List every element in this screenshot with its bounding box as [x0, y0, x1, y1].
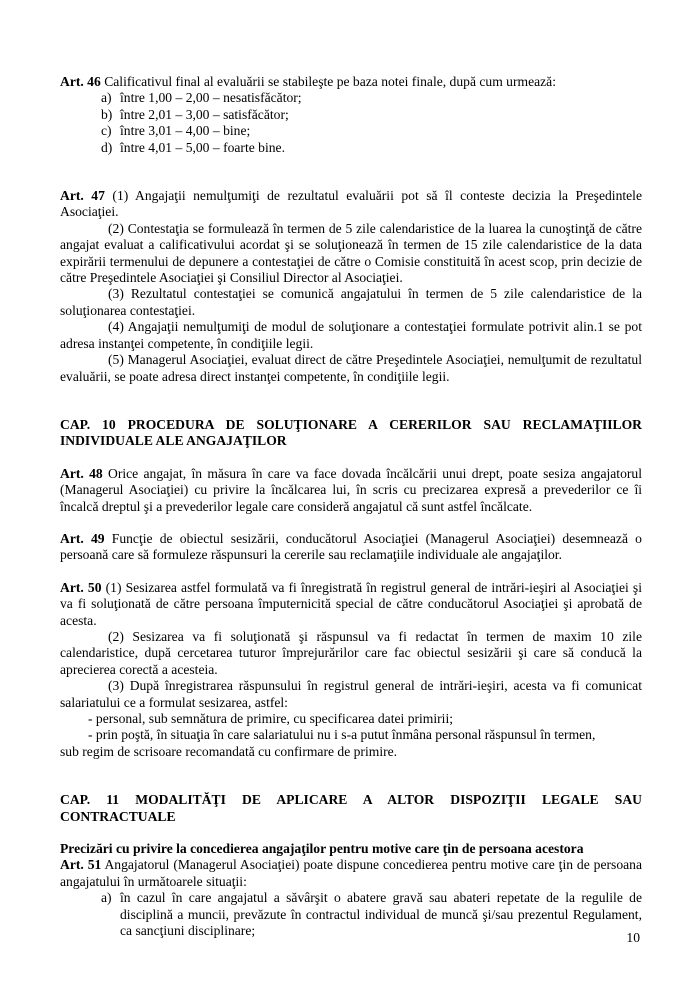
dash-item: - prin poştă, în situaţia în care salariatului nu i s-a putut înmâna personal răspunsul în termen,: [88, 727, 596, 743]
paragraph: (2) Sesizarea va fi soluţionată şi răspunsul va fi redactat în termen de maxim 10 zile calendaristice, după cercetarea tuturor împrejurărilor care fac obiectul sesizării şi care să conducă la aprecierea corectă a acesteia.: [60, 628, 642, 677]
list-item: b) între 2,01 – 3,00 – satisfăcător;: [101, 106, 289, 122]
list-item: a) între 1,00 – 2,00 – nesatisfăcător;: [101, 90, 302, 106]
article-49: Art. 49 Funcţie de obiectul sesizării, conducătorul Asociaţiei (Managerul Asociaţiei) desemnează o persoană care să formuleze răspunsuri la cererile sau reclamaţiile individuale ale angajaţilor.: [60, 530, 642, 563]
list-item: a) în cazul în care angajatul a săvârşit o abatere gravă sau abateri repetate de la regulile de disciplină a muncii, prevăzute în contractul individual de muncă şi/sau prezentul Regulament, ca sancţiuni disciplinare;: [101, 890, 642, 939]
article-label: Art. 50: [60, 579, 102, 595]
paragraph: (2) Contestaţia se formulează în termen de 5 zile calendaristice de la luarea la cunoştinţă de către angajat evaluat a calificativului acordat şi se soluţionează în termen de 15 zile calendaristice de la data expirării termenului de depunere a contestaţiei de către o Comisie constituită în acest scop, prin decizie de către Preşedintele Asociaţiei şi Consiliul Director al Asociaţiei.: [60, 220, 642, 286]
chapter-10-heading: CAP. 10 PROCEDURA DE SOLUŢIONARE A CERERILOR SAU RECLAMAŢIILOR INDIVIDUALE ALE ANGAJAŢILOR: [60, 416, 642, 449]
article-label: Art. 48: [60, 465, 103, 481]
article-46: [60, 74, 642, 90]
page-content: [60, 74, 642, 939]
paragraph: (3) După înregistrarea răspunsului în registrul general de intrări-ieşiri, acesta va fi comunicat salariatului ce a formulat sesizarea, astfel:: [60, 678, 642, 710]
article-label: Art. 46: [60, 74, 101, 89]
article-label: Art. 51: [60, 857, 102, 873]
page-number: 10: [626, 930, 640, 945]
article-48: Art. 48 Orice angajat, în măsura în care va face dovada încălcării unui drept, poate sesiza angajatorul (Managerul Asociaţiei) cu privire la încălcarea lui, în scris cu precizarea expresă a prevederilor ce îi încalcă dreptul şi a prevederilor legale care consideră angajatul că sunt astfel încălcate.: [60, 465, 642, 514]
paragraph: (4) Angajaţii nemulţumiţi de modul de soluţionare a contestaţiei formulate potrivit alin.1 se pot adresa instanţei competente, în condiţiile legii.: [60, 319, 642, 351]
list-item: d) între 4,01 – 5,00 – foarte bine.: [101, 139, 285, 155]
chapter-11-heading: CAP. 11 MODALITĂŢI DE APLICARE A ALTOR DISPOZIŢII LEGALE SAU CONTRACTUALE: [60, 792, 642, 824]
article-47: Art. 47 (1) Angajaţii nemulţumiţi de rezultatul evaluării pot să îl conteste decizia la Preşedintele Asociaţiei.: [60, 188, 642, 220]
paragraph: (5) Managerul Asociaţiei, evaluat direct de către Preşedintele Asociaţiei, nemulţumit de rezultatul evaluării, se poate adresa direct instanţei competente, în condiţiile legii.: [60, 352, 642, 384]
article-label: Art. 49: [60, 530, 105, 546]
section-subheading: Precizări cu privire la concedierea angajaţilor pentru motive care ţin de persoana acestora: [60, 841, 584, 857]
article-50: Art. 50 (1) Sesizarea astfel formulată va fi înregistrată în registrul general de intrări-ieşiri al Asociaţiei şi va fi soluţionată de către persoana împuternicită special de către conducătorul Asociaţiei şi aprobată de acesta.: [60, 579, 642, 628]
article-text: Calificativul final al evaluării se stabileşte pe baza notei finale, după cum urmează:: [104, 74, 556, 89]
article-51: Art. 51 Angajatorul (Managerul Asociaţiei) poate dispune concedierea pentru motive care ţin de persoana angajatului în următoarele situaţii:: [60, 857, 642, 889]
article-label: Art. 47: [60, 188, 105, 204]
paragraph: (3) Rezultatul contestaţiei se comunică angajatului în termen de 5 zile calendaristice de la soluţionarea contestaţiei.: [60, 286, 642, 318]
dash-item: - personal, sub semnătura de primire, cu specificarea datei primirii;: [88, 711, 454, 726]
dash-item-continuation: sub regim de scrisoare recomandată cu confirmare de primire.: [60, 743, 398, 759]
list-item: c) între 3,01 – 4,00 – bine;: [101, 123, 251, 139]
